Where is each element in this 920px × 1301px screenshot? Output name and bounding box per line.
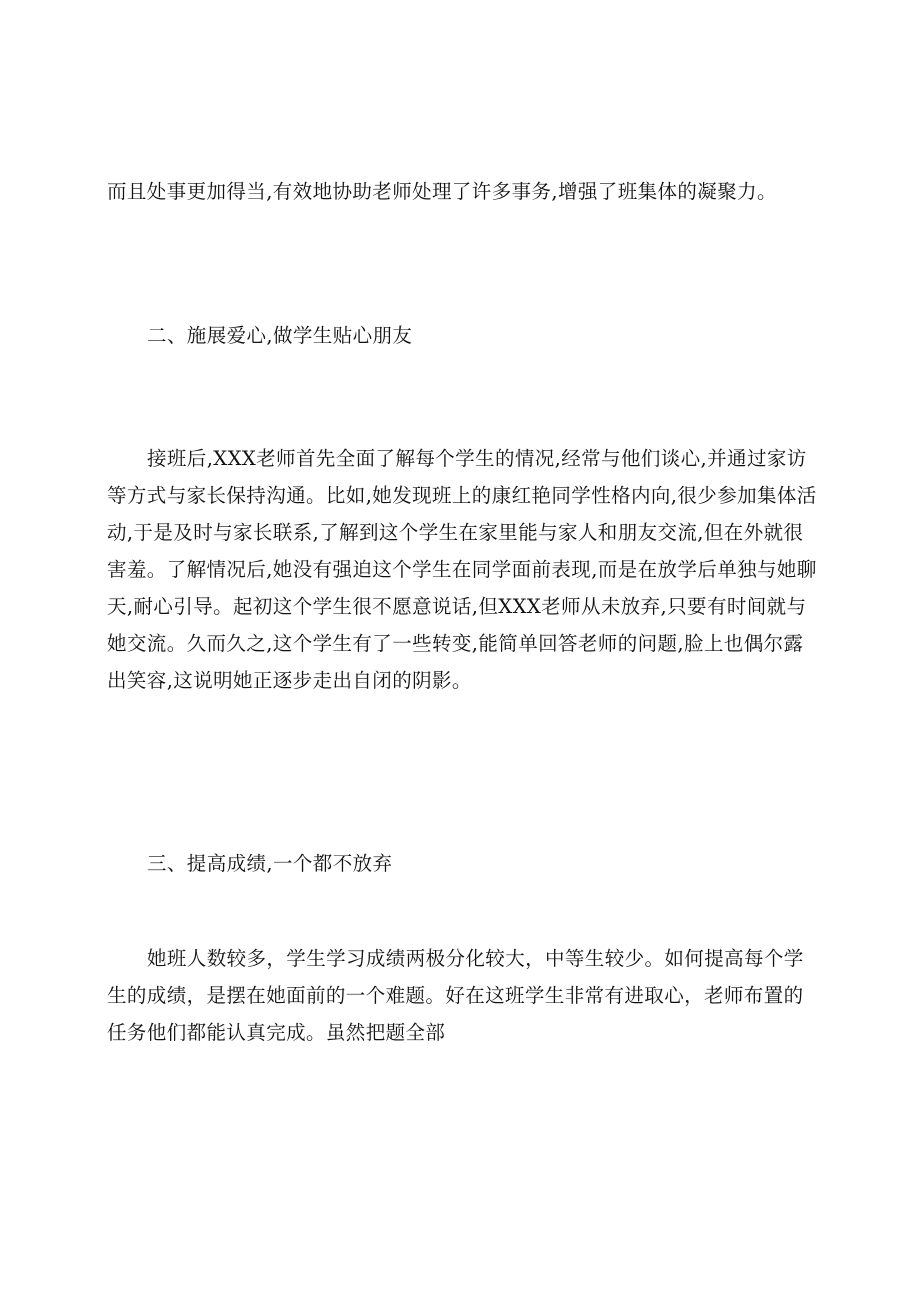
section-heading-3: 三、提高成绩,一个都不放弃 <box>147 852 393 875</box>
section-2-paragraph: 接班后,XXX老师首先全面了解每个学生的情况,经常与他们谈心,并通过家访等方式与家长保持沟通。比如,她发现班上的康红艳同学性格内向,很少参加集体活动,于是及时与家长联系,了解到这个学生在家里能与家人和朋友交流,但在外就很害羞。了解情况后,她没有强迫这个学生在同学面前表现,而是在放学后单独与她聊天,耐心引导。起初这个学生很不愿意说话,但XXX老师从未放弃,只要有时间就与她交流。久而久之,这个学生有了一些转变,能简单回答老师的问题,脸上也偶尔露出笑容,这说明她正逐步走出自闭的阴影。 <box>107 447 817 692</box>
section-heading-2: 二、施展爱心,做学生贴心朋友 <box>147 324 413 347</box>
section-3-paragraph: 她班人数较多，学生学习成绩两极分化较大，中等生较少。如何提高每个学生的成绩，是摆在她面前的一个难题。好在这班学生非常有进取心，老师布置的任务他们都能认真完成。虽然把题全部 <box>107 947 804 1044</box>
continuation-paragraph: 而且处事更加得当,有效地协助老师处理了许多事务,增强了班集体的凝聚力。 <box>107 180 777 203</box>
